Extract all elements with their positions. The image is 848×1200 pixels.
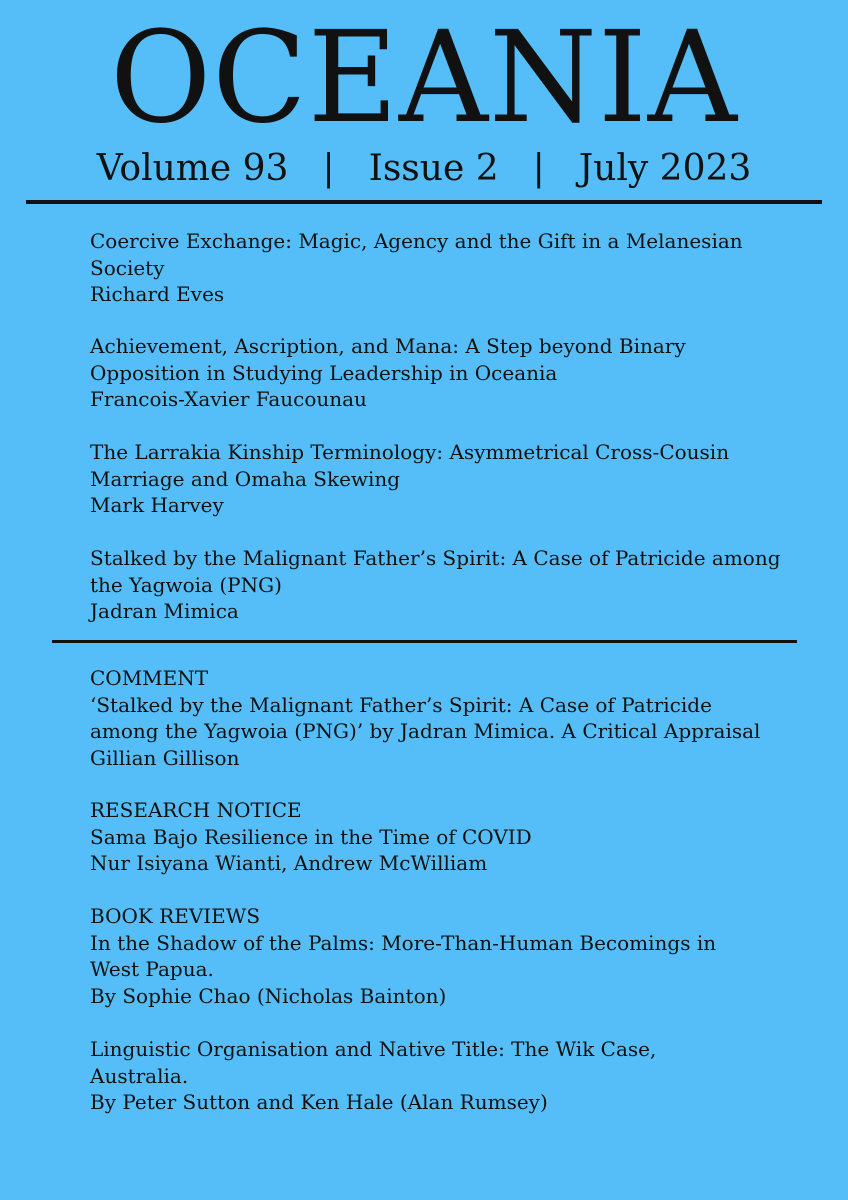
issue-label: Issue 2 xyxy=(368,148,499,189)
comment-section xyxy=(90,665,810,771)
review-title: Australia. xyxy=(90,1063,189,1088)
masthead xyxy=(0,4,848,151)
section-label: RESEARCH NOTICE xyxy=(90,798,302,822)
research-notice-section xyxy=(90,797,810,877)
separator: | xyxy=(532,148,545,189)
review-byline: By Peter Sutton and Ken Hale (Alan Rumsey) xyxy=(90,1090,548,1114)
review-byline: By Sophie Chao (Nicholas Bainton) xyxy=(90,983,447,1008)
date-label: July 2023 xyxy=(578,148,752,189)
article-title: Opposition in Studying Leadership in Oceania xyxy=(90,360,558,385)
separator: | xyxy=(322,148,335,189)
article-entry xyxy=(90,228,810,308)
article-title: Society xyxy=(90,255,165,280)
article-title: the Yagwoia (PNG) xyxy=(90,572,282,597)
section-label: COMMENT xyxy=(90,666,209,690)
article-entry xyxy=(90,439,810,519)
section-divider xyxy=(52,640,797,643)
article-entry xyxy=(90,333,810,413)
comment-title: ‘Stalked by the Malignant Father’s Spirit: A Case of Patricide xyxy=(90,692,712,717)
review-title: West Papua. xyxy=(90,957,214,981)
article-title: Stalked by the Malignant Father’s Spirit: A Case of Patricide among xyxy=(90,546,781,570)
top-divider xyxy=(26,200,822,204)
issue-info xyxy=(0,144,848,194)
comment-author: Gillian Gillison xyxy=(90,745,240,770)
article-author: Richard Eves xyxy=(90,282,225,306)
article-entry xyxy=(90,545,810,625)
article-author: Mark Harvey xyxy=(90,493,224,517)
journal-title: OCEANIA xyxy=(110,4,738,151)
section-label: BOOK REVIEWS xyxy=(90,904,261,928)
review-entry xyxy=(90,1036,810,1116)
article-author: Jadran Mimica xyxy=(90,599,239,623)
article-title: The Larrakia Kinship Terminology: Asymmetrical Cross-Cousin xyxy=(90,440,730,464)
research-notice-title: Sama Bajo Resilience in the Time of COVID xyxy=(90,824,532,849)
review-title: Linguistic Organisation and Native Title: The Wik Case, xyxy=(90,1037,657,1061)
article-title: Coercive Exchange: Magic, Agency and the Gift in a Melanesian xyxy=(90,229,743,253)
article-title: Achievement, Ascription, and Mana: A Step beyond Binary xyxy=(90,334,686,358)
book-reviews-section xyxy=(90,903,810,1009)
research-notice-authors: Nur Isiyana Wianti, Andrew McWilliam xyxy=(90,851,488,875)
review-title: In the Shadow of the Palms: More-Than-Human Becomings in xyxy=(90,930,717,955)
article-author: Francois-Xavier Faucounau xyxy=(90,387,367,411)
comment-title: among the Yagwoia (PNG)’ by Jadran Mimica. A Critical Appraisal xyxy=(90,719,761,743)
article-title: Marriage and Omaha Skewing xyxy=(90,466,401,491)
volume-label: Volume 93 xyxy=(96,148,289,189)
